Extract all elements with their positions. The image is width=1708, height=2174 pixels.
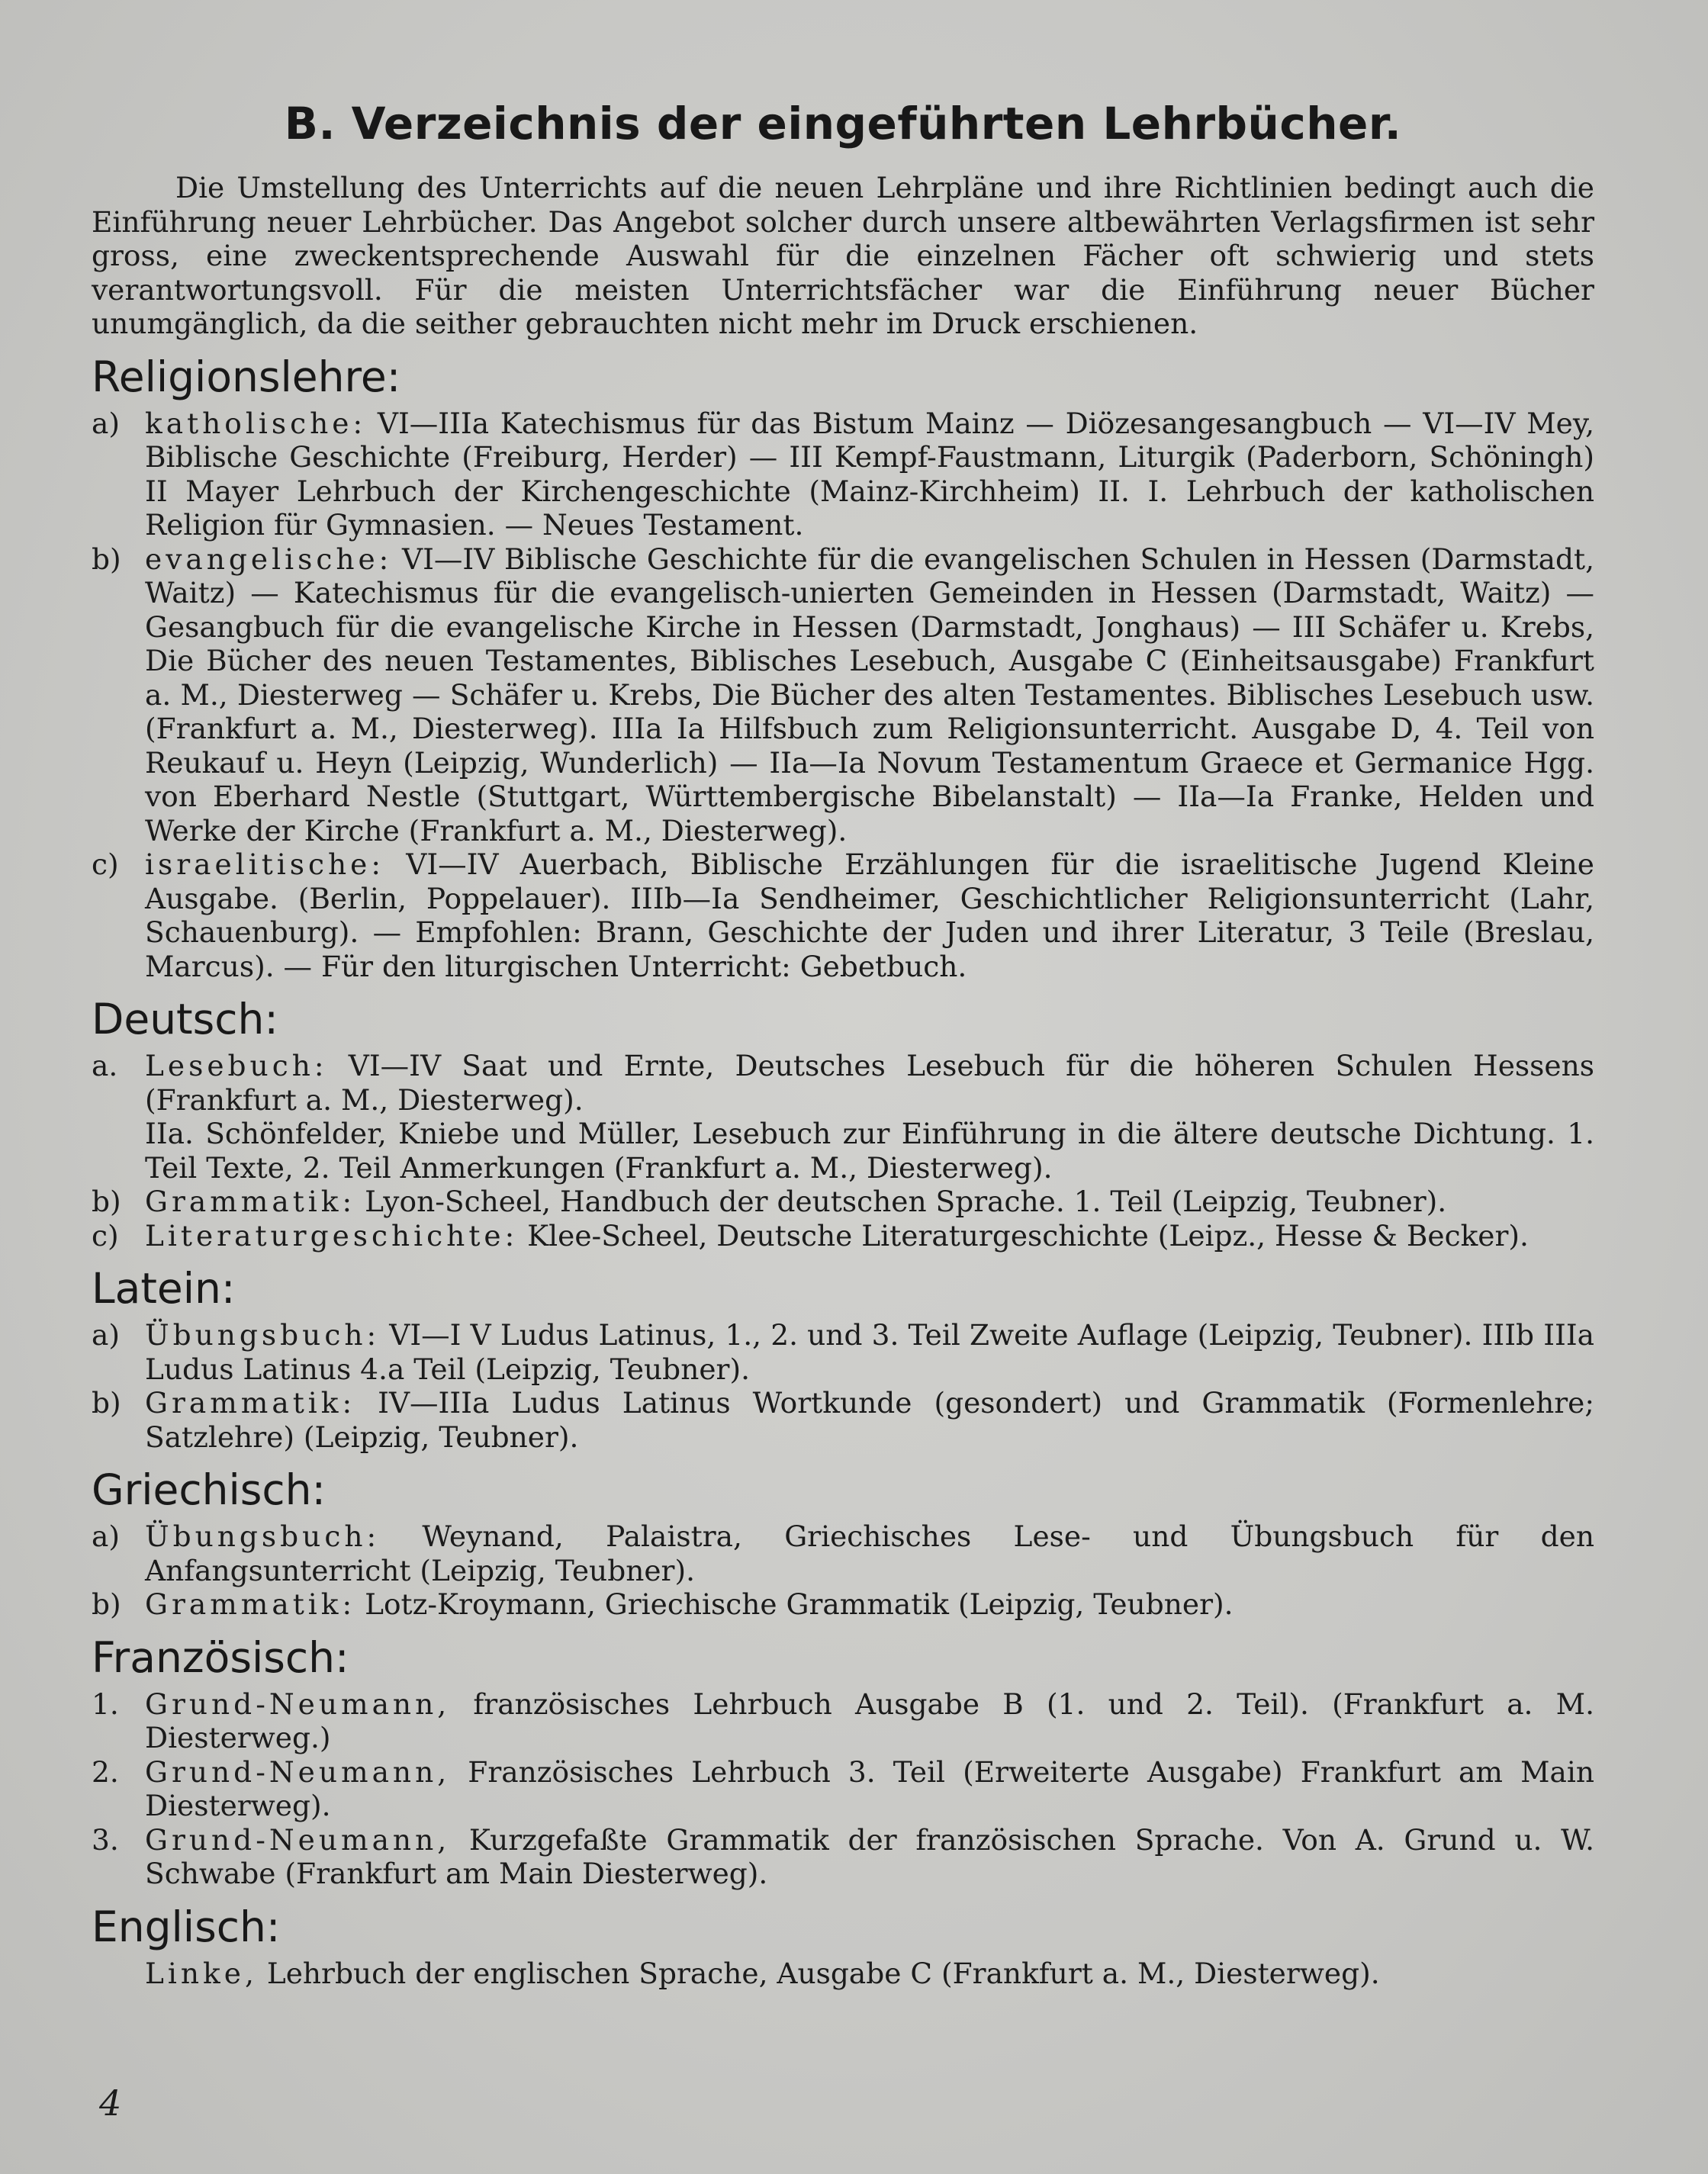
item-text: französisches Lehrbuch Ausgabe B (1. und 2. Teil). (Frankfurt a. M. Diesterweg.): [145, 1687, 1595, 1754]
section-title-englisch: Englisch:: [92, 1902, 281, 1951]
section-title-latein: Latein:: [92, 1264, 236, 1313]
item-label: Grund-Neumann,: [145, 1822, 451, 1857]
item-body: [145, 1823, 1594, 1891]
franzoesisch-item-1: [92, 1687, 1594, 1755]
item-marker: b): [92, 1185, 121, 1218]
item-marker: b): [92, 542, 121, 576]
item-text: VI—IV Biblische Geschichte für die evangelischen Schulen in Hessen (Darmstadt, Waitz) — Katechismus für die evangelisch-unierten Gemeinden in Hessen (Darmstadt, Waitz) — Gesangbuch für die evangelische Kirche in Hessen (Darmstadt, Jonghaus) — III Schäfer u. Krebs, Die Bücher des neuen Testamentes, Biblisches Lesebuch, Ausgabe C (Einheitsausgabe) Frankfurt a. M., Diesterweg — Schäfer u. Krebs, Die Bücher des alten Testamentes. Biblisches Lesebuch usw. (Frankfurt a. M., Diesterweg). IIIa Ia Hilfsbuch zum Religionsunterricht. Ausgabe D, 4. Teil von Reukauf u. Heyn (Leipzig, Wunderlich) — IIa—Ia Novum Testamentum Graece et Germanice Hgg. von Eberhard Nestle (Stuttgart, Württembergische Bibelanstalt) — IIa—Ia Franke, Helden und Werke der Kirche (Frankfurt a. M., Diesterweg).: [145, 542, 1595, 847]
latein-item-a: [92, 1318, 1594, 1386]
item-label: evangelische:: [145, 542, 393, 576]
item-label: Übungsbuch:: [145, 1520, 381, 1553]
page-content: [92, 98, 1594, 1990]
item-marker: b): [92, 1587, 121, 1621]
item-label: Übungsbuch:: [145, 1318, 381, 1352]
item-label: Lesebuch:: [145, 1049, 328, 1082]
deutsch-item-a-continuation: IIa. Schönfelder, Kniebe und Müller, Lesebuch zur Einführung in die ältere deutsche Dichtung. 1. Teil Texte, 2. Teil Anmerkungen (Frankfurt a. M., Diesterweg).: [145, 1117, 1594, 1185]
item-marker: 1.: [92, 1687, 119, 1721]
item-body: [145, 1587, 1594, 1622]
item-label: Grammatik:: [145, 1185, 356, 1218]
franzoesisch-item-2: [92, 1755, 1594, 1823]
item-label: Grammatik:: [145, 1587, 356, 1621]
item-marker: 3.: [92, 1822, 119, 1857]
item-marker: a.: [92, 1049, 118, 1082]
item-text: VI—IV Saat und Ernte, Deutsches Lesebuch für die höheren Schulen Hessens (Frankfurt a. M., Diesterweg).: [145, 1049, 1595, 1117]
deutsch-item-b: [92, 1185, 1594, 1219]
item-text: Klee-Scheel, Deutsche Literaturgeschichte (Leipz., Hesse & Becker).: [527, 1218, 1529, 1253]
item-text: IV—IIIa Ludus Latinus Wortkunde (gesondert) und Grammatik (Formenlehre; Satzlehre) (Leipzig, Teubner).: [145, 1386, 1595, 1454]
page-number: 4: [99, 2082, 122, 2124]
item-body: [145, 1755, 1594, 1823]
item-label: Linke,: [145, 1956, 258, 1990]
section-title-franzoesisch: Französisch:: [92, 1632, 349, 1682]
item-label: Literaturgeschichte:: [145, 1218, 519, 1253]
item-marker: a): [92, 1318, 120, 1352]
item-marker: c): [92, 1218, 119, 1253]
item-body: [145, 1687, 1594, 1755]
item-marker: c): [92, 847, 119, 881]
page-heading: B. Verzeichnis der eingeführten Lehrbücher.: [284, 98, 1402, 150]
deutsch-item-c: [92, 1219, 1594, 1253]
item-body: [145, 1386, 1594, 1454]
item-marker: a): [92, 406, 120, 440]
franzoesisch-item-3: [92, 1823, 1594, 1891]
item-text: Lyon-Scheel, Handbuch der deutschen Sprache. 1. Teil (Leipzig, Teubner).: [365, 1185, 1447, 1218]
section-title-griechisch: Griechisch:: [92, 1465, 326, 1514]
item-label: israelitische:: [145, 847, 384, 881]
item-text: Lotz-Kroymann, Griechische Grammatik (Leipzig, Teubner).: [365, 1587, 1234, 1621]
item-body: [145, 407, 1594, 542]
religion-item-b: [92, 542, 1594, 848]
englisch-entry: [92, 1957, 1594, 1991]
item-body: [145, 847, 1594, 983]
item-body: [145, 1219, 1594, 1253]
item-label: Grund-Neumann,: [145, 1754, 451, 1789]
griechisch-item-b: [92, 1587, 1594, 1622]
item-label: Grammatik:: [145, 1386, 356, 1420]
item-text: VI—IV Auerbach, Biblische Erzählungen für die israelitische Jugend Kleine Ausgabe. (Berlin, Poppelauer). IIIb—Ia Sendheimer, Geschichtlicher Religionsunterricht (Lahr, Schauenburg). — Empfohlen: Brann, Geschichte der Juden und ihrer Literatur, 3 Teile (Breslau, Marcus). — Für den liturgischen Unterricht: Gebetbuch.: [145, 847, 1594, 983]
deutsch-item-a: [92, 1049, 1594, 1117]
section-title-deutsch: Deutsch:: [92, 995, 278, 1044]
item-text: Weynand, Palaistra, Griechisches Lese- und Übungsbuch für den Anfangsunterricht (Leipzig, Teubner).: [145, 1520, 1594, 1587]
griechisch-item-a: [92, 1520, 1594, 1587]
item-marker: 2.: [92, 1754, 119, 1789]
latein-item-b: [92, 1386, 1594, 1454]
item-body: [145, 1049, 1594, 1117]
item-label: katholische:: [145, 406, 367, 440]
item-marker: a): [92, 1520, 120, 1553]
section-title-religion: Religionslehre:: [92, 352, 401, 401]
intro-paragraph: Die Umstellung des Unterrichts auf die neuen Lehrpläne und ihre Richtlinien bedingt auch die Einführung neuer Lehrbücher. Das Angebot solcher durch unsere altbewährten Verlagsfirmen ist sehr gross, eine zweckentsprechende Auswahl für die einzelnen Fächer oft schwierig und stets verantwortungsvoll. Für die meisten Unterrichtsfächer war die Einführung neuer Bücher unumgänglich, da die seither gebrauchten nicht mehr im Druck erschienen.: [92, 171, 1594, 340]
item-text: Kurzgefaßte Grammatik der französischen Sprache. Von A. Grund u. W. Schwabe (Frankfurt am Main Diesterweg).: [145, 1822, 1594, 1890]
item-body: [145, 1520, 1594, 1587]
item-marker: b): [92, 1386, 121, 1420]
item-text: Französisches Lehrbuch 3. Teil (Erweiterte Ausgabe) Frankfurt am Main Diesterweg).: [145, 1754, 1594, 1822]
religion-item-a: [92, 407, 1594, 542]
item-text: VI—I V Ludus Latinus, 1., 2. und 3. Teil Zweite Auflage (Leipzig, Teubner). IIIb IIIa Ludus Latinus 4.a Teil (Leipzig, Teubner).: [145, 1318, 1595, 1386]
item-text: Lehrbuch der englischen Sprache, Ausgabe C (Frankfurt a. M., Diesterweg).: [266, 1956, 1380, 1990]
item-label: Grund-Neumann,: [145, 1687, 451, 1721]
item-body: [145, 1318, 1594, 1386]
item-body: [145, 542, 1594, 848]
religion-item-c: [92, 847, 1594, 983]
item-text: VI—IIIa Katechismus für das Bistum Mainz — Diözesangesangbuch — VI—IV Mey, Biblische Geschichte (Freiburg, Herder) — III Kempf-Faustmann, Liturgik (Paderborn, Schöningh) II Mayer Lehrbuch der Kirchengeschichte (Mainz-Kirchheim) II. I. Lehrbuch der katholischen Religion für Gymnasien. — Neues Testament.: [145, 406, 1595, 542]
item-body: [145, 1185, 1594, 1219]
